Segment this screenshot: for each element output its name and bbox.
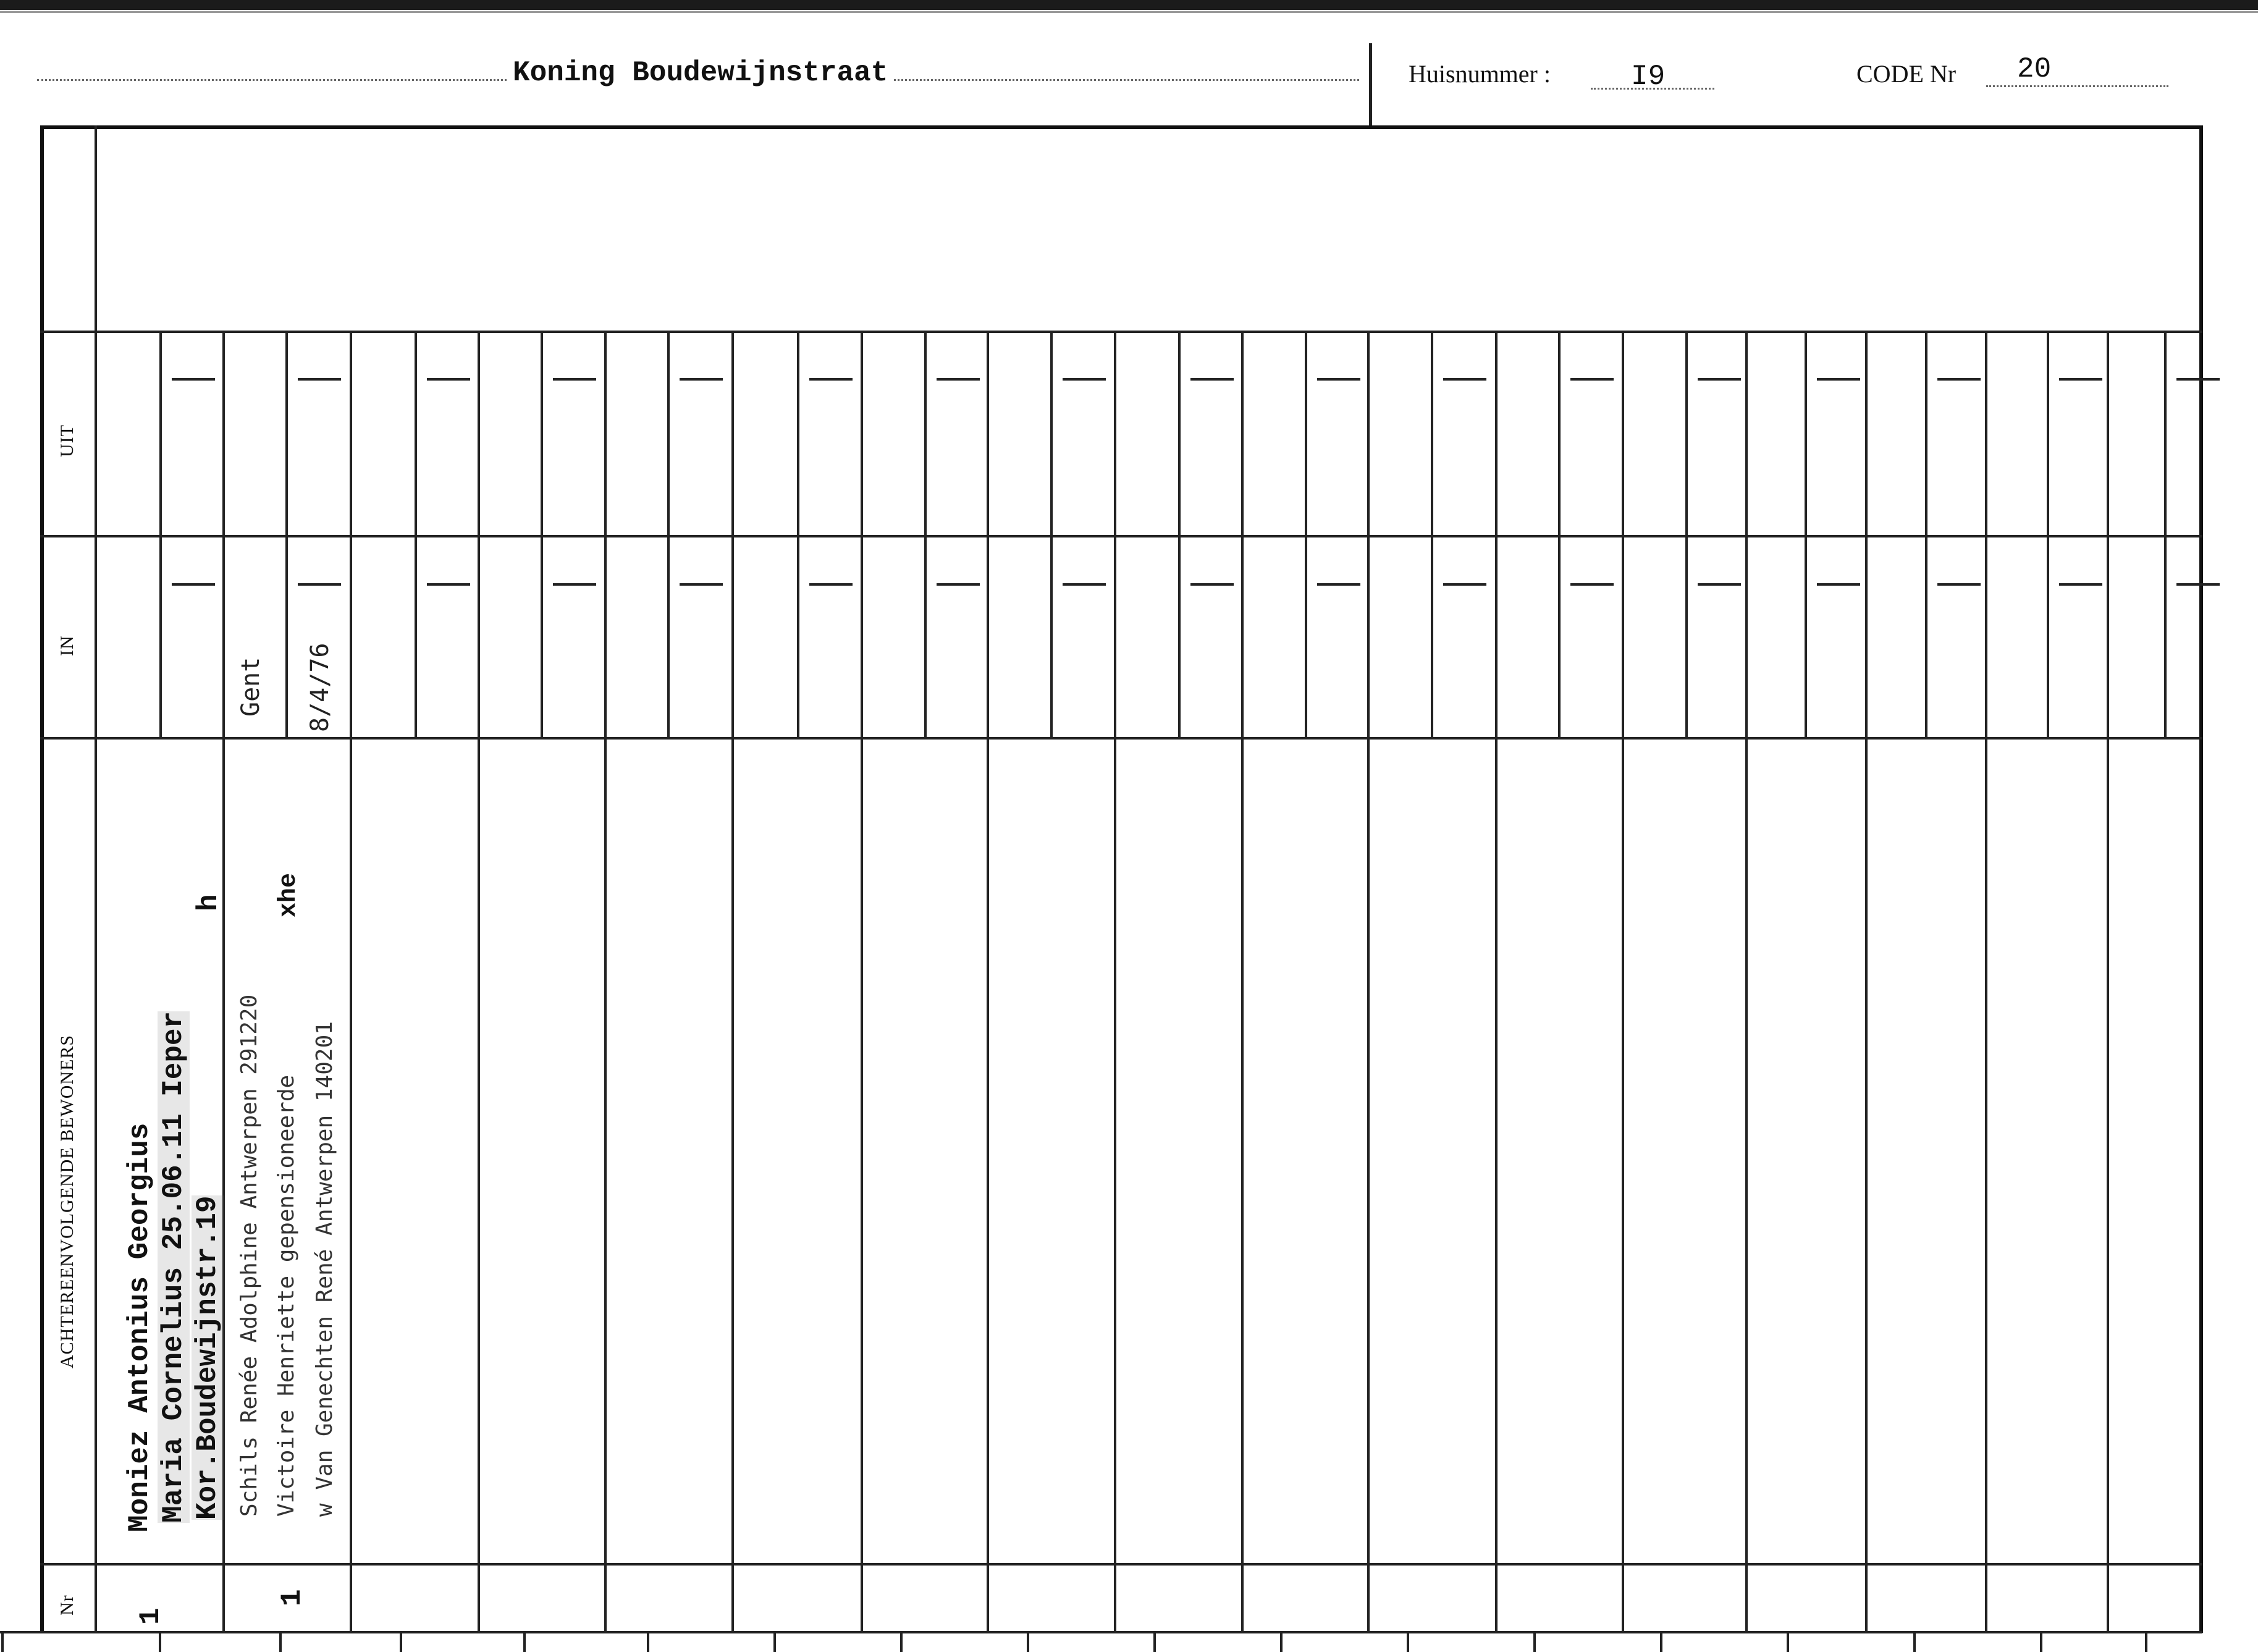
bottom-tick [900,1633,903,1652]
row-divider-uit [40,331,2202,333]
bottom-tick [2145,1633,2147,1652]
code-nr-value: 20 [2017,53,2052,85]
uit-empty-dash [1317,378,1360,381]
column-subdivider [797,331,799,737]
uit-empty-dash [1190,378,1234,381]
code-nr-label: CODE Nr [1856,60,1957,88]
column-divider [861,331,863,1631]
uit-empty-dash [553,378,596,381]
bottom-tick [1913,1633,1916,1652]
in-empty-dash [1317,583,1360,586]
column-subdivider [1685,331,1688,737]
in-empty-dash [172,583,215,586]
bottom-tick [2040,1633,2042,1652]
column-divider [1114,331,1116,1631]
column-divider [604,331,607,1631]
uit-empty-dash [2176,378,2220,381]
uit-empty-dash [680,378,723,381]
column-divider [987,331,989,1631]
scan-top-edge-thin [0,11,2258,13]
column-divider [1745,331,1748,1631]
section-label-uit: UIT [57,424,77,457]
entry-2-in-place: Gent [237,657,265,717]
in-empty-dash [1817,583,1860,586]
column-divider [350,331,352,1631]
column-subdivider [1305,331,1307,737]
entry-1-line-3: Kor.Boudewijnstr.19 [192,1195,224,1520]
uit-empty-dash [1063,378,1106,381]
uit-empty-dash [172,378,215,381]
in-empty-dash [1937,583,1981,586]
label-column-divider [95,125,97,1633]
uit-empty-dash [427,378,470,381]
bottom-tick [1027,1633,1029,1652]
section-label-nr: Nr [57,1595,77,1616]
uit-empty-dash [937,378,980,381]
column-subdivider [541,331,543,737]
column-subdivider [1805,331,1807,737]
uit-empty-dash [1443,378,1486,381]
column-divider [1985,331,1987,1631]
entry-1-line-1: Moniez Antonius Georgius [124,1123,156,1532]
bottom-tick [523,1633,526,1652]
in-empty-dash [809,583,853,586]
column-divider [1622,331,1624,1631]
code-nr-dotted-line [1986,85,2168,87]
entry-2-nr: 1 [276,1589,308,1606]
entry-1-nr: 1 [135,1608,167,1625]
bottom-tick [1533,1633,1536,1652]
bottom-tick [1280,1633,1283,1652]
entry-2-in-date: 8/4/76 [306,643,334,732]
column-subdivider [2047,331,2049,737]
column-subdivider [1925,331,1927,737]
column-divider [1367,331,1370,1631]
column-subdivider [159,331,162,737]
column-subdivider [1558,331,1561,737]
entry-1-line-2: Maria Cornelius 25.06.11 Ieper [158,1011,190,1523]
street-name: Koning Boudewijnstraat [507,57,894,89]
header-divider [1369,43,1372,127]
column-divider [1865,331,1868,1631]
section-label-in: IN [57,635,77,656]
column-subdivider [1178,331,1181,737]
row-divider-nr [40,1563,2202,1566]
huisnummer-label: Huisnummer : [1409,60,1551,88]
section-label-bewoners: ACHTEREENVOLGENDE BEWONERS [57,1034,77,1368]
column-divider [1241,331,1244,1631]
in-empty-dash [1698,583,1741,586]
column-subdivider [285,331,288,737]
column-subdivider [667,331,670,737]
column-divider [731,331,734,1631]
column-subdivider [1050,331,1053,737]
uit-empty-dash [298,378,341,381]
bottom-tick [1660,1633,1662,1652]
uit-empty-dash [1937,378,1981,381]
in-empty-dash [553,583,596,586]
in-empty-dash [1443,583,1486,586]
uit-empty-dash [2059,378,2102,381]
in-empty-dash [1063,583,1106,586]
bottom-tick [647,1633,649,1652]
bottom-tick [773,1633,776,1652]
entry-1-line-4: h [193,894,225,911]
huisnummer-value: I9 [1631,61,1666,93]
in-empty-dash [680,583,723,586]
column-subdivider [2164,331,2167,737]
in-empty-dash [427,583,470,586]
form-right-border [2199,125,2203,1633]
entry-2-line-2: Victoire Henriette gepensioneerde [274,1074,299,1517]
entry-2-line-4: xhe [275,872,303,917]
in-empty-dash [1570,583,1614,586]
bottom-tick [1153,1633,1156,1652]
bottom-tick [1,1633,4,1652]
bottom-tick [279,1633,282,1652]
uit-empty-dash [1570,378,1614,381]
in-empty-dash [1190,583,1234,586]
form-bottom-border [0,1631,2202,1633]
entry-2-line-1: Schils Renée Adolphine Antwerpen 291220 [237,994,262,1517]
bottom-tick [400,1633,402,1652]
bottom-tick [1787,1633,1789,1652]
column-subdivider [1431,331,1433,737]
column-subdivider [415,331,417,737]
in-empty-dash [2176,583,2220,586]
form-top-border [40,125,2202,129]
column-subdivider [924,331,927,737]
uit-empty-dash [809,378,853,381]
in-empty-dash [298,583,341,586]
row-divider-in [40,535,2202,537]
column-divider [478,331,480,1631]
column-divider [2107,331,2109,1631]
form-left-border [40,125,44,1633]
in-empty-dash [937,583,980,586]
scan-top-edge [0,0,2258,10]
uit-empty-dash [1698,378,1741,381]
in-empty-dash [2059,583,2102,586]
entry-2-line-3: w Van Genechten René Antwerpen 140201 [312,1021,337,1517]
column-divider [1495,331,1498,1631]
bottom-tick [1407,1633,1409,1652]
uit-empty-dash [1817,378,1860,381]
row-divider-bewoners [40,737,2202,740]
bottom-tick [159,1633,161,1652]
